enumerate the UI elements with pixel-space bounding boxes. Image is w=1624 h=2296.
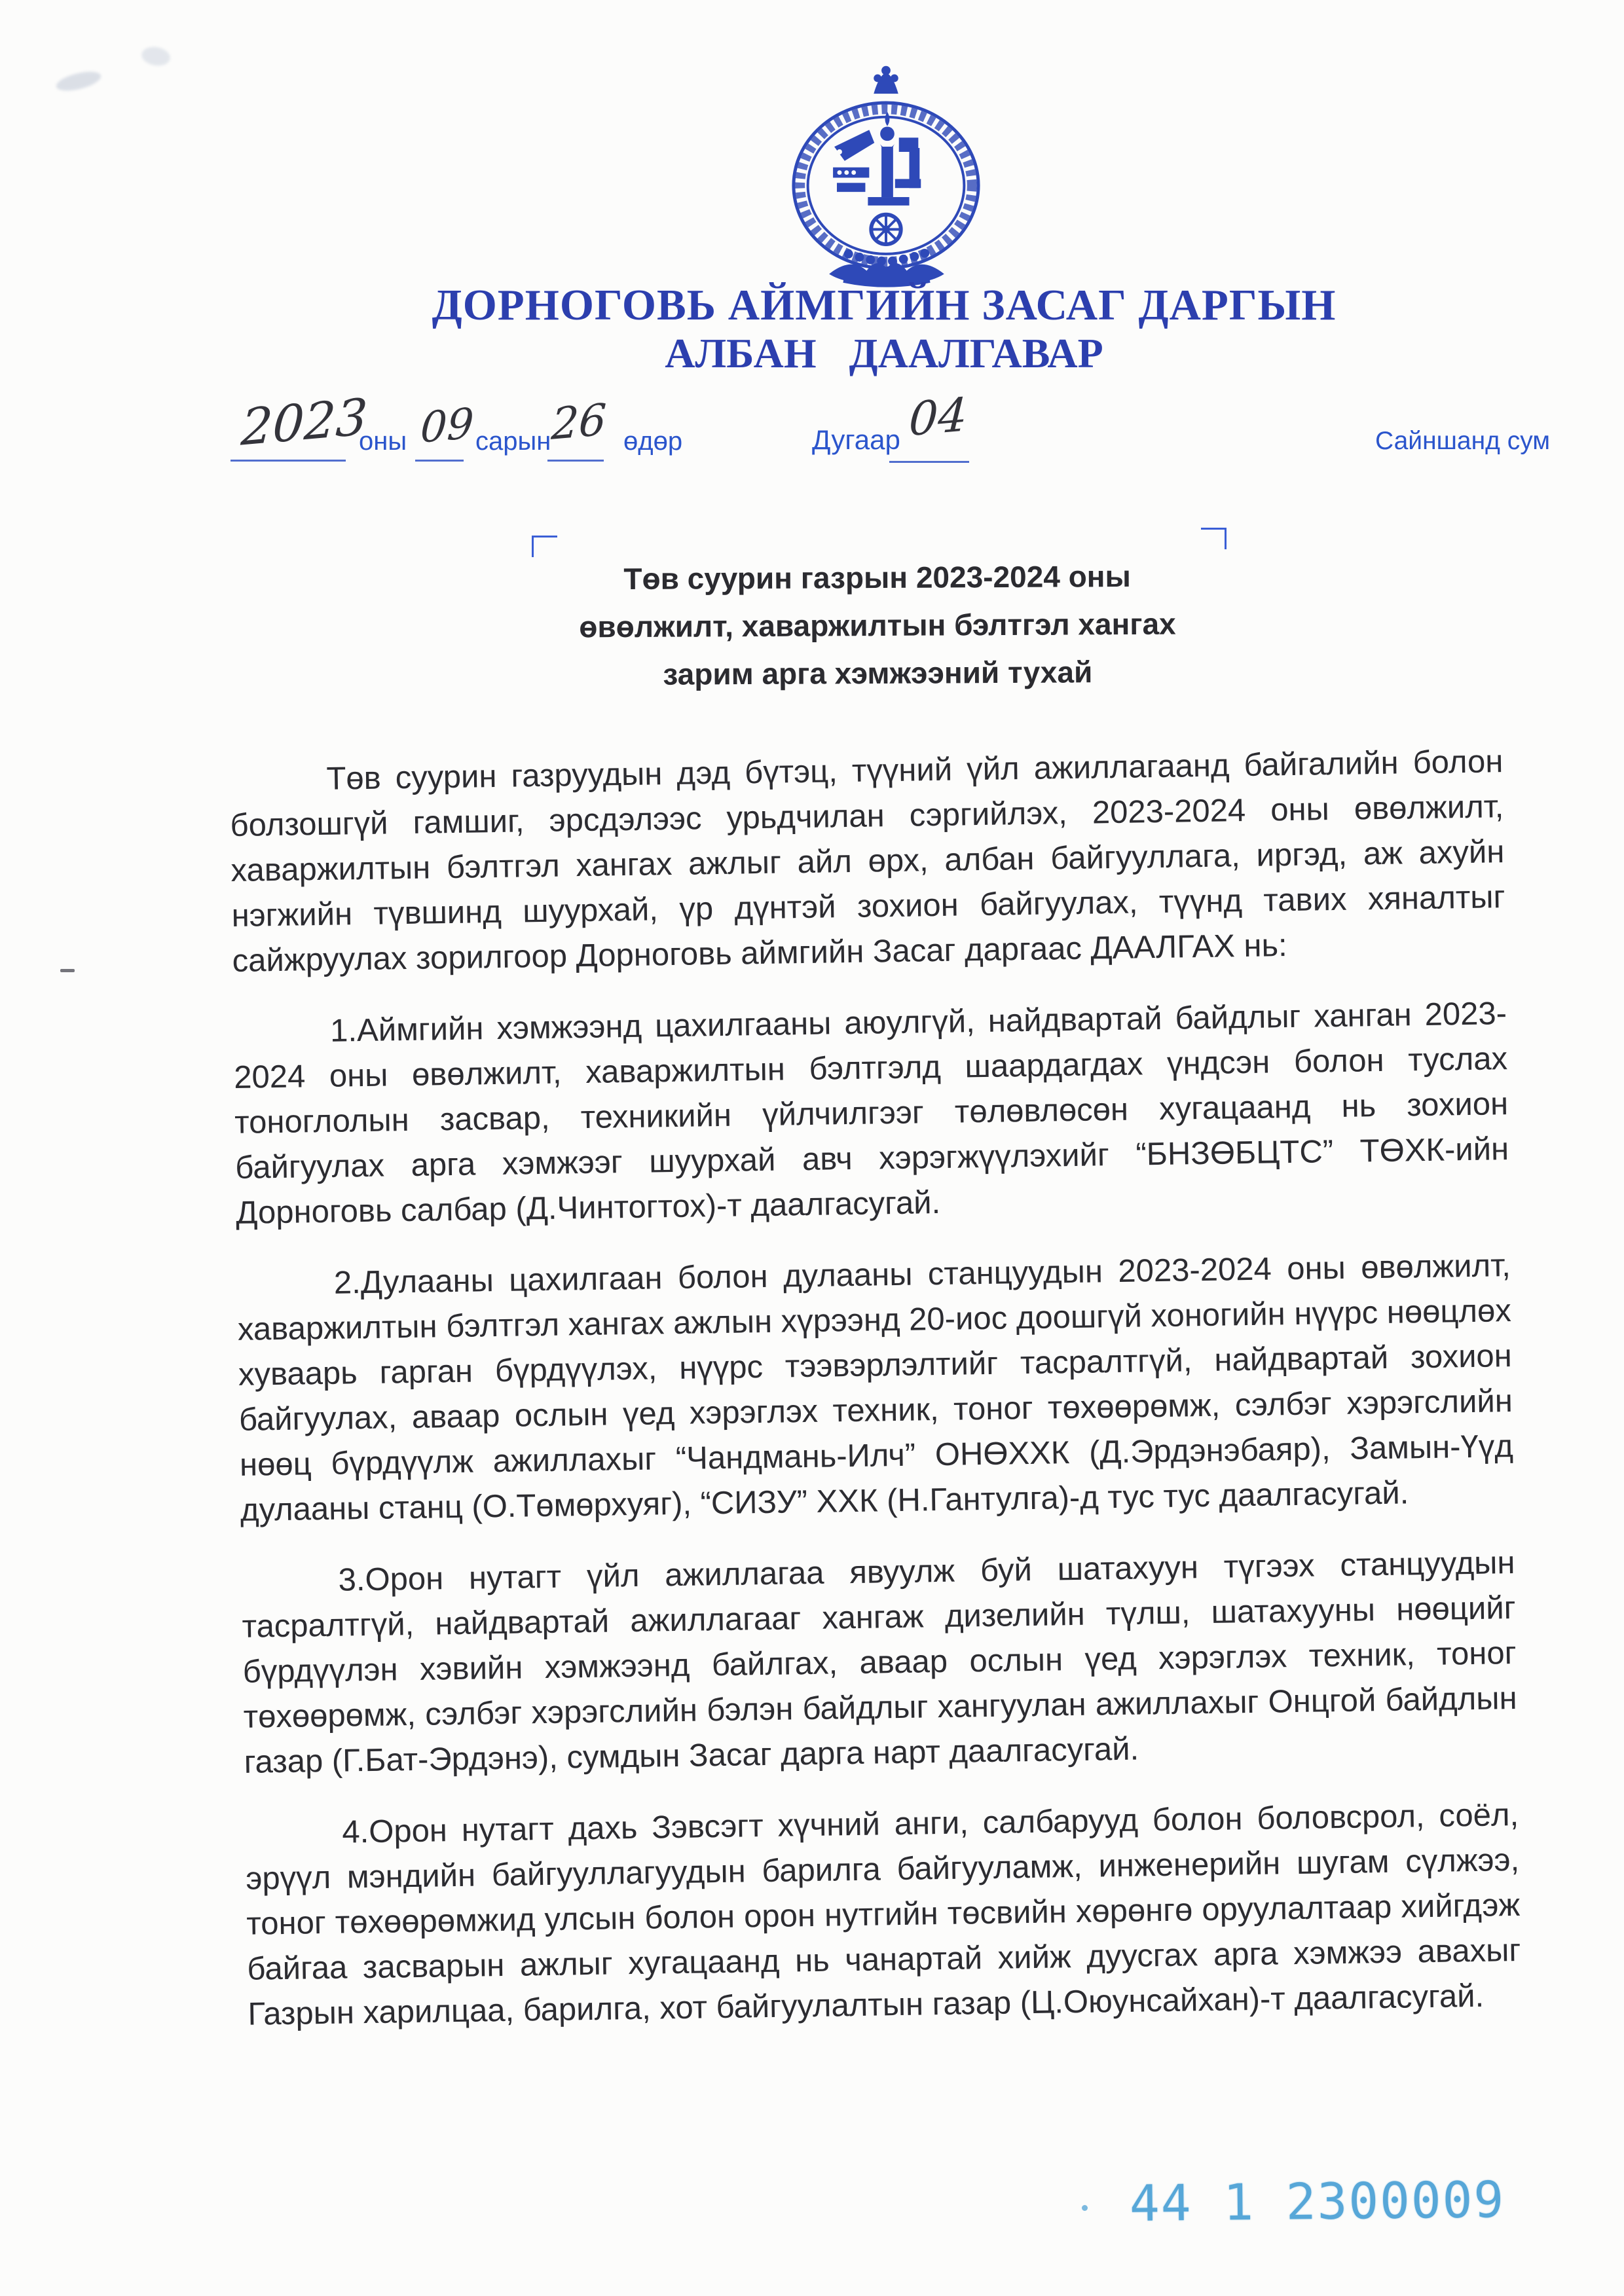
letterhead: [229, 282, 1539, 376]
month-label: сарын: [475, 427, 551, 456]
scan-artifact: [54, 68, 103, 94]
document-type-title: АЛБАН ДААЛГАВАР: [665, 330, 1103, 376]
year-label: оны: [359, 427, 407, 456]
document-body: [229, 739, 1522, 2064]
subject-line: өвөлжилт, хаваржилтын бэлтгэл хангах: [579, 606, 1176, 644]
subject-line: зарим арга хэмжээний тухай: [663, 655, 1093, 691]
handwritten-day: 26: [550, 394, 608, 450]
month-fill-line: [415, 460, 464, 462]
org-name: ДОРНОГОВЬ АЙМГИЙН ЗАСАГ ДАРГЫН: [432, 281, 1337, 329]
document-subject: [549, 552, 1205, 699]
subject-line: Төв суурин газрын 2023-2024 оны: [623, 558, 1131, 596]
scan-artifact: [60, 969, 75, 972]
mongolia-state-emblem-icon: [789, 60, 983, 288]
handwritten-month: 09: [419, 399, 475, 453]
corner-bracket-right: [1201, 528, 1227, 549]
directive-item-4: 4.Орон нутагт дахь Зэвсэгт хүчний анги, салбарууд болон боловсрол, соёл, эрүүл мэндийн байгууллагуудын барилга байгууламж, инженерийн шугам сүлжээ, тоног төхөөрөмжид улсын болон орон нутгийн төсвийн хөрөнгө оруулалтаар хийгдэж байгаа засварын ажлыг хугацаанд нь чанартай хийж дуусгах арга хэмжээ авахыг Газрын харилцаа, барилга, хот байгуулалтын газар (Ц.Оюунсайхан)-т даалгасугай.: [245, 1796, 1521, 2032]
stamp-ink-dot: [1082, 2205, 1088, 2211]
directive-item-3: 3.Орон нутагт үйл ажиллагаа явуулж буй шатахуун түгээх станцуудын тасралтгүй, найдвартай ажиллагааг хангаж дизелийн түлш, шатахууны нөөцийг бүрдүүлэн хэвийн хэмжээнд байлгах, аваар ослын үед хэрэглэх техник, тоног төхөөрөмж, сэлбэг хэрэгслийн бэлэн байдлыг хангуулан ажиллахыг Онцгой байдлын газар (Г.Бат-Эрдэнэ), сумдын Засаг дарга нарт даалгасугай.: [242, 1545, 1517, 1780]
day-fill-line: [547, 460, 604, 462]
registration-stamp-number: 44 1 2300009: [1129, 2170, 1505, 2232]
directive-item-2: 2.Дулааны цахилгаан болон дулааны станцуудын 2023-2024 оны өвөлжилт, хаваржилтын бэлтгэл хангах ажлын хүрээнд 20-иос доошгүй хоногийн нүүрс нөөцлөх хуваарь гарган бүрдүүлэх, нүүрс тээвэрлэлтийг тасралтгүй, найдвартай зохион байгуулах, аваар ослын үед хэрэглэх техник, тоног төхөөрөмж, сэлбэг хэрэгслийн нөөц бүрдүүлж ажиллахыг “Чандмань-Илч” ОНӨХХК (Д.Эрдэнэбаяр), Замын-Үүд дулааны станц (О.Төмөрхуяг), “СИЗУ” ХХК (Н.Гантулга)-д тус тус даалгасугай.: [237, 1248, 1514, 1528]
corner-bracket-left: [532, 536, 557, 557]
scan-artifact: [140, 45, 172, 67]
day-label: өдөр: [623, 427, 683, 456]
directive-item-1: 1.Аймгийн хэмжээнд цахилгааны аюулгүй, найдвартай байдлыг ханган 2023-2024 оны өвөлжилт, хаваржилтын бэлтгэлд шаардагдах үндсэн болон туслах тоноглолын засвар, техникийн үйлчилгээг төлөвлөсөн хугацаанд нь зохион байгуулах арга хэмжээг шуурхай авч хэрэгжүүлэхийг “БНЗӨБЦТС” ТӨХК-ийн Дорноговь салбар (Д.Чинтогтох)-т даалгасугай.: [233, 996, 1509, 1231]
place-name: Сайншанд сум: [1375, 427, 1551, 455]
number-fill-line: [889, 461, 969, 463]
handwritten-year: 2023: [240, 387, 369, 457]
intro-paragraph: Төв суурин газруудын дэд бүтэц, түүний үйл ажиллагаанд байгалийн болон болзошгүй гамшиг, эрсдэлээс урьдчилан сэргийлэх, 2023-2024 оны өвөлжилт, хаваржилтын бэлтгэл хангах ажлыг айл өрх, албан байгууллага, иргэд, аж ахуйн нэгжийн түвшинд шуурхай, үр дүнтэй зохион байгуулах, түүнд тавих хяналтыг сайжруулах зорилгоор Дорноговь аймгийн Засаг даргаас ДААЛГАХ нь:: [230, 744, 1505, 979]
handwritten-document-number: 04: [908, 387, 969, 447]
number-label: Дугаар: [812, 424, 900, 455]
year-fill-line: [231, 460, 346, 462]
